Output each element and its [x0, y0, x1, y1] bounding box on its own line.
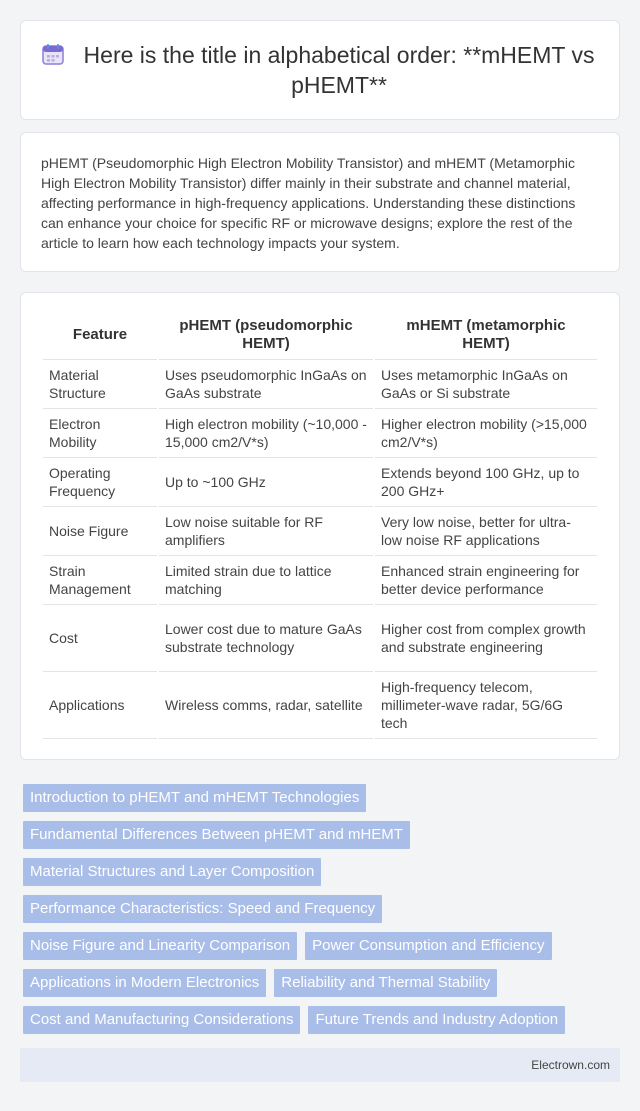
topic-tag[interactable]: Performance Characteristics: Speed and Frequency [23, 895, 382, 923]
table-row [43, 672, 597, 739]
header-phemt: pHEMT (pseudomorphic HEMT) [159, 313, 373, 360]
topic-tags [20, 784, 620, 1043]
feature-cell: Operating Frequency [43, 458, 157, 507]
feature-cell: Strain Management [43, 556, 157, 605]
table-row [43, 458, 597, 507]
calendar-icon [41, 42, 65, 66]
mhemt-cell: Very low noise, better for ultra-low noise RF applications [375, 507, 597, 556]
footer-site-link[interactable]: Electrown.com [531, 1058, 610, 1072]
topic-tag[interactable]: Applications in Modern Electronics [23, 969, 266, 997]
topic-tag[interactable]: Noise Figure and Linearity Comparison [23, 932, 297, 960]
topic-tag[interactable]: Future Trends and Industry Adoption [308, 1006, 565, 1034]
table-row [43, 556, 597, 605]
mhemt-cell: Enhanced strain engineering for better device performance [375, 556, 597, 605]
phemt-cell: Up to ~100 GHz [159, 458, 373, 507]
intro-paragraph: pHEMT (Pseudomorphic High Electron Mobility Transistor) and mHEMT (Metamorphic High Electron Mobility Transistor) differ mainly in their substrate and channel material, affecting performance in high-frequency applications. Understanding these distinctions can enhance your choice for specific RF or microwave designs; explore the rest of the article to learn how each technology impacts your system. [41, 155, 576, 251]
topic-tag[interactable]: Fundamental Differences Between pHEMT and mHEMT [23, 821, 410, 849]
phemt-cell: Wireless comms, radar, satellite [159, 672, 373, 739]
footer [20, 1048, 620, 1082]
mhemt-cell: Uses metamorphic InGaAs on GaAs or Si substrate [375, 360, 597, 409]
phemt-cell: High electron mobility (~10,000 - 15,000 cm2/V*s) [159, 409, 373, 458]
mhemt-cell: Higher electron mobility (>15,000 cm2/V*s) [375, 409, 597, 458]
topic-tag[interactable]: Material Structures and Layer Composition [23, 858, 321, 886]
title-row [41, 40, 599, 100]
table-row [43, 409, 597, 458]
phemt-cell: Lower cost due to mature GaAs substrate technology [159, 605, 373, 672]
feature-cell: Noise Figure [43, 507, 157, 556]
header-feature: Feature [43, 313, 157, 360]
comparison-table [41, 313, 599, 739]
feature-cell: Material Structure [43, 360, 157, 409]
intro-card [20, 132, 620, 272]
phemt-cell: Limited strain due to lattice matching [159, 556, 373, 605]
mhemt-cell: Higher cost from complex growth and substrate engineering [375, 605, 597, 672]
table-row [43, 507, 597, 556]
mhemt-cell: Extends beyond 100 GHz, up to 200 GHz+ [375, 458, 597, 507]
mhemt-cell: High-frequency telecom, millimeter-wave radar, 5G/6G tech [375, 672, 597, 739]
feature-cell: Cost [43, 605, 157, 672]
phemt-cell: Uses pseudomorphic InGaAs on GaAs substrate [159, 360, 373, 409]
comparison-table-card [20, 292, 620, 760]
topic-tag[interactable]: Cost and Manufacturing Considerations [23, 1006, 300, 1034]
feature-cell: Applications [43, 672, 157, 739]
feature-cell: Electron Mobility [43, 409, 157, 458]
phemt-cell: Low noise suitable for RF amplifiers [159, 507, 373, 556]
header-mhemt: mHEMT (metamorphic HEMT) [375, 313, 597, 360]
topic-tag[interactable]: Introduction to pHEMT and mHEMT Technologies [23, 784, 366, 812]
table-header-row [43, 313, 597, 360]
topic-tag[interactable]: Reliability and Thermal Stability [274, 969, 497, 997]
table-row [43, 605, 597, 672]
table-row [43, 360, 597, 409]
title-card [20, 20, 620, 120]
page-title: Here is the title in alphabetical order: **mHEMT vs pHEMT** [83, 42, 595, 98]
topic-tag[interactable]: Power Consumption and Efficiency [305, 932, 551, 960]
